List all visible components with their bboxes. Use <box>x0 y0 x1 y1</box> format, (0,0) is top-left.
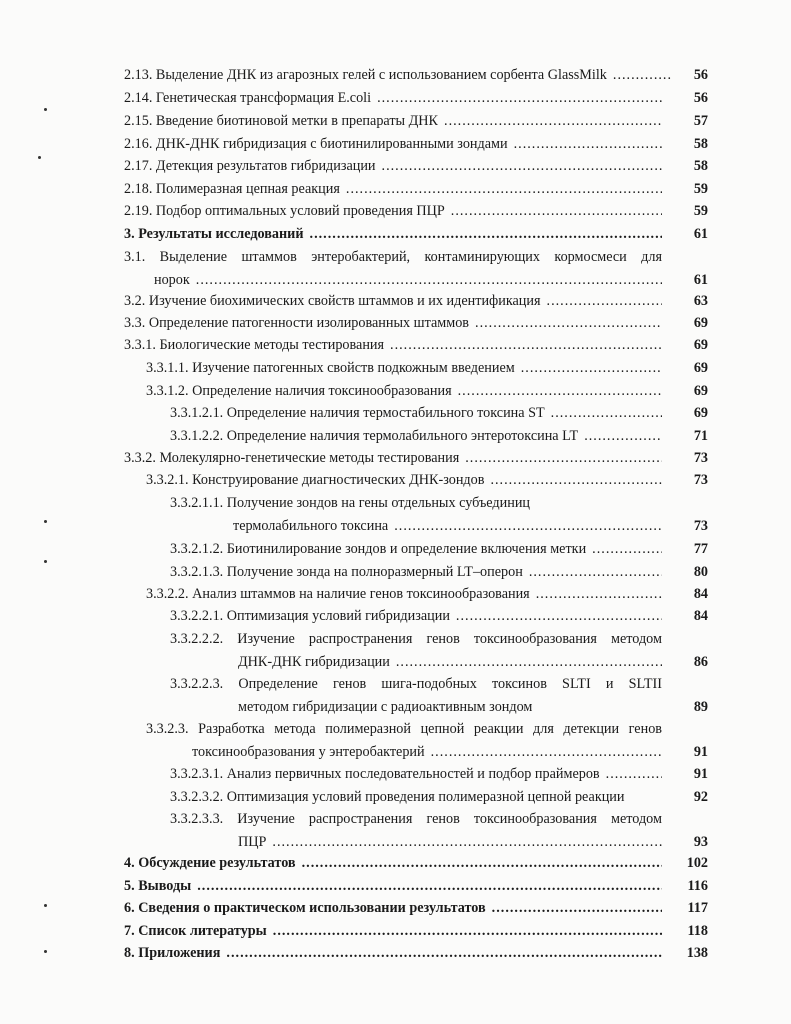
toc-page-number: 69 <box>693 337 708 353</box>
toc-entry: 3.3.2.3.2. Оптимизация условий проведения полимеразной цепной реакции <box>170 789 625 805</box>
toc-page-number: 59 <box>693 203 708 219</box>
toc-entry: 3.3. Определение патогенности изолированных штаммов ..... <box>124 312 662 334</box>
toc-page-number: 69 <box>693 383 708 399</box>
toc-page-number: 57 <box>693 113 708 129</box>
toc-page-number: 69 <box>693 315 708 331</box>
toc-entry: 3.2. Изучение биохимических свойств штаммов и их идентификация ..... <box>124 290 662 312</box>
toc-entry-chapter: 6. Сведения о практическом использовании результатов ..... <box>124 897 662 919</box>
toc-page-number: 61 <box>693 272 708 288</box>
toc-entry: 2.16. ДНК-ДНК гибридизация с биотинилированными зондами ..... <box>124 133 662 155</box>
toc-entry: 2.13. Выделение ДНК из агарозных гелей с использованием сорбента GlassMilk ..... <box>124 64 672 86</box>
toc-page-number: 91 <box>693 744 708 760</box>
toc-entry-continuation: норок ..... <box>154 269 662 291</box>
toc-entry: 3.3.2. Молекулярно-генетические методы тестирования ..... <box>124 447 662 469</box>
toc-entry: 3.3.1.2. Определение наличия токсинообразования ..... <box>146 380 662 402</box>
scan-speck <box>44 904 47 907</box>
toc-page-number: 69 <box>693 405 708 421</box>
scan-speck <box>44 520 47 523</box>
toc-entry: 3.3.1.2.2. Определение наличия термолабильного энтеротоксина LT ..... <box>170 425 662 447</box>
toc-entry: 2.18. Полимеразная цепная реакция ..... <box>124 178 662 200</box>
toc-page-number: 92 <box>693 789 708 805</box>
toc-entry-continuation: ПЦР ..... <box>238 831 662 853</box>
toc-entry: 3.3.1.2.1. Определение наличия термостабильного токсина ST ..... <box>170 402 662 424</box>
toc-page-number: 80 <box>693 564 708 580</box>
toc-entry-continuation: токсинообразования у энтеробактерий ..... <box>192 741 662 763</box>
toc-entry-continuation: термолабильного токсина ..... <box>233 515 662 537</box>
toc-entry: 3.3.2.1. Конструирование диагностических ДНК-зондов ..... <box>146 469 662 491</box>
toc-entry: 3.3.2.1.2. Биотинилирование зондов и определение включения метки ..... <box>170 538 662 560</box>
toc-entry: 3.3.2.3.3. Изучение распространения генов токсинообразования методом <box>170 811 662 827</box>
toc-entry-continuation: методом гибридизации с радиоактивным зондом <box>238 699 533 715</box>
toc-entry: 2.17. Детекция результатов гибридизации ..... <box>124 155 662 177</box>
toc-page-number: 59 <box>693 181 708 197</box>
toc-entry-chapter: 7. Список литературы ..... <box>124 920 662 942</box>
toc-page-number: 102 <box>686 855 708 871</box>
toc-page-number: 86 <box>693 654 708 670</box>
scan-speck <box>44 108 47 111</box>
toc-page-number: 73 <box>693 450 708 466</box>
toc-page-number: 69 <box>693 360 708 376</box>
toc-entry: 2.19. Подбор оптимальных условий проведения ПЦР ..... <box>124 200 662 222</box>
toc-entry: 3.3.2.2.2. Изучение распространения генов токсинообразования методом <box>170 631 662 647</box>
toc-page-number: 56 <box>693 67 708 83</box>
toc-page-number: 58 <box>693 158 708 174</box>
toc-entry: 3.1. Выделение штаммов энтеробактерий, контаминирующих кормосмеси для <box>124 249 662 265</box>
toc-page-number: 89 <box>693 699 708 715</box>
toc-page-number: 73 <box>693 518 708 534</box>
toc-entry: 3.3.2.3. Разработка метода полимеразной цепной реакции для детекции генов <box>146 721 662 737</box>
toc-page-number: 71 <box>693 428 708 444</box>
toc-page-number: 73 <box>693 472 708 488</box>
toc-entry-chapter: 5. Выводы ..... <box>124 875 662 897</box>
toc-page-number: 84 <box>693 608 708 624</box>
toc-entry: 3.3.2.1.1. Получение зондов на гены отдельных субъединиц <box>170 495 531 511</box>
toc-page-number: 117 <box>687 900 708 916</box>
toc-entry: 3.3.1. Биологические методы тестирования ..... <box>124 334 662 356</box>
toc-page-number: 91 <box>693 766 708 782</box>
toc-entry: 2.14. Генетическая трансформация E.coli ..... <box>124 87 662 109</box>
toc-page-number: 63 <box>693 293 708 309</box>
toc-page-number: 138 <box>686 945 708 961</box>
toc-page-number: 116 <box>687 878 708 894</box>
toc-entry-chapter: 4. Обсуждение результатов ..... <box>124 852 662 874</box>
scan-speck <box>44 560 47 563</box>
toc-page-number: 118 <box>687 923 708 939</box>
toc-page-number: 61 <box>693 226 708 242</box>
toc-page-number: 56 <box>693 90 708 106</box>
toc-page-number: 93 <box>693 834 708 850</box>
toc-page-number: 84 <box>693 586 708 602</box>
toc-entry-chapter: 8. Приложения ..... <box>124 942 662 964</box>
toc-entry: 3.3.1.1. Изучение патогенных свойств подкожным введением ..... <box>146 357 662 379</box>
scan-speck <box>44 950 47 953</box>
toc-entry: 3.3.2.1.3. Получение зонда на полноразмерный LT–оперон ..... <box>170 561 662 583</box>
toc-entry: 3.3.2.2.3. Определение генов шига-подобных токсинов SLTI и SLTII <box>170 676 662 692</box>
toc-entry-continuation: ДНК-ДНК гибридизации ..... <box>238 651 662 673</box>
toc-entry-chapter: 3. Результаты исследований ..... <box>124 223 662 245</box>
toc-entry: 3.3.2.2.1. Оптимизация условий гибридизации ..... <box>170 605 662 627</box>
toc-page-number: 58 <box>693 136 708 152</box>
scan-speck <box>38 156 41 159</box>
toc-page-number: 77 <box>693 541 708 557</box>
toc-entry: 3.3.2.3.1. Анализ первичных последовательностей и подбор праймеров ..... <box>170 763 662 785</box>
toc-entry: 2.15. Введение биотиновой метки в препараты ДНК ..... <box>124 110 662 132</box>
toc-entry: 3.3.2.2. Анализ штаммов на наличие генов токсинообразования ..... <box>146 583 662 605</box>
